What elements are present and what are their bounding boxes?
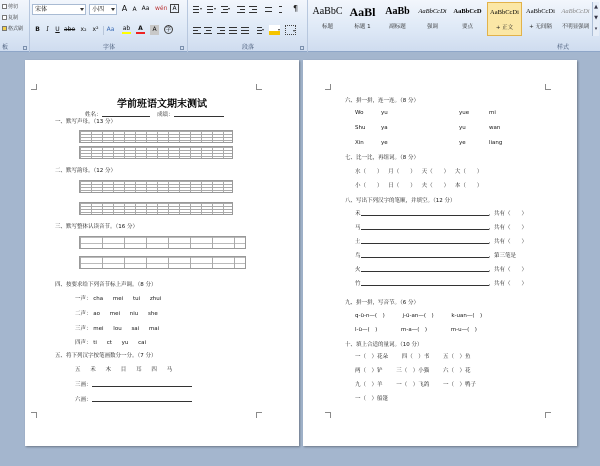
align-left-button[interactable] [191,25,202,35]
tone-row-4: 四声： ti ct yu cai [75,340,147,346]
font-size-combo[interactable]: 小四 [89,4,117,15]
styles-group [308,0,600,52]
three-stroke-row: 三画： [75,380,192,388]
crop-mark [256,84,262,90]
align-center-button[interactable] [203,25,214,35]
underline-button[interactable]: U [55,26,60,33]
font-name-combo[interactable]: 宋体 [32,4,86,15]
pinyin-item: mi [489,110,496,116]
pinyin-item: ye [381,140,388,146]
document-page-1[interactable] [25,60,299,446]
style-title[interactable]: AaBbC 标题 [312,6,343,30]
font-color-button[interactable]: A [136,24,145,34]
answer-blank[interactable] [361,252,489,258]
enclose-char-button[interactable]: 字 [165,26,172,33]
style-normal[interactable]: AaBbCcDi + 正文 [487,2,522,36]
font-group [30,0,188,52]
char-shading-button[interactable]: A [150,25,159,35]
question-3: 三、默写整体认读音节。（16 分） [55,224,138,230]
clipboard-group-label: 板 [2,44,9,51]
multilevel-list-button[interactable] [219,4,230,14]
style-subtitle[interactable]: AaBb 副标题 [385,6,410,30]
pinyin-item: Xin [355,140,364,146]
font-dialog-launcher[interactable] [180,46,184,50]
score-blank[interactable] [174,111,224,117]
pinyin-item: ye [459,140,466,146]
question-2: 二、默写韵母。（12 分） [55,168,116,174]
chinese-layout-button[interactable] [263,4,274,14]
writing-grid [79,202,233,215]
chevron-down-icon[interactable] [80,8,84,11]
line-spacing-button[interactable] [253,25,264,35]
paragraph-group [188,0,308,52]
format-painter-button[interactable]: 格式刷 [2,25,23,32]
score-field: 成绩： [157,110,224,118]
name-field: 姓名： [85,110,150,118]
justify-button[interactable] [227,25,238,35]
text-effects-button[interactable]: Aa [106,26,115,33]
pinyin-item: yue [459,110,470,116]
scissors-icon [2,4,7,9]
bold-button[interactable]: B [35,26,40,33]
measure-row-1: 一（ ）花朵 四（ ）书 五（ ）鱼 [355,354,471,360]
cut-button[interactable]: 剪切 [2,3,18,10]
style-emphasis[interactable]: AaBbCcDi 强调 [418,8,447,30]
answer-blank[interactable] [361,210,489,216]
measure-row-4: 一（ ）船篷 [355,396,389,402]
compare-row-2: 小（ ） 日（ ） 夫（ ） 本（ ） [355,183,483,189]
style-no-spacing[interactable]: AaBbCcDi + 无间隔 [526,8,555,30]
paragraph-group-label: 段落 [241,44,254,51]
pinyin-item: Wo [355,110,364,116]
borders-button[interactable] [285,25,296,35]
question-5: 五、将下列汉字按笔画数分一分。（7 分） [55,353,157,359]
pinyin-item: yu [381,110,388,116]
highlight-button[interactable]: ab [122,25,131,32]
writing-grid [79,236,246,249]
pilcrow-icon: ¶ [293,4,299,13]
crop-mark [545,84,551,90]
tone-row-3: 三声： mei lou sai mai [75,326,160,332]
answer-blank[interactable] [361,280,489,286]
grow-font-button[interactable]: A [121,4,128,13]
align-right-button[interactable] [215,25,226,35]
pinyin-item: ya [381,125,388,131]
crop-mark [256,412,262,418]
distributed-button[interactable] [239,25,250,35]
numbering-button[interactable] [205,4,216,14]
crop-mark [545,412,551,418]
more-icon[interactable]: ▾ [594,26,598,32]
shrink-font-button[interactable]: A [132,6,137,13]
styles-group-label: 样式 [556,44,569,51]
increase-indent-button[interactable] [247,4,258,14]
phonetic-guide-button[interactable]: wén [155,5,168,12]
answer-blank[interactable] [92,396,192,402]
stroke-order-row: 土 ，共有（ ） [355,239,528,245]
stroke-order-row: 竹 ，共有（ ） [355,281,528,287]
measure-row-2: 两（ ）铲 三（ ）小猫 六（ ）花 [355,368,471,374]
italic-button[interactable]: I [46,26,49,33]
question-10: 十、填上合适的量词。（10 分） [345,342,423,348]
shading-button[interactable] [269,25,280,35]
chevron-up-icon[interactable]: ▲ [594,4,598,10]
stroke-order-row: 火 ，共有（ ） [355,267,528,273]
measure-row-3: 九（ ）羊 一（ ）飞鸽 一（ ）鸭子 [355,382,477,388]
writing-grid [79,130,233,143]
separator [103,26,104,35]
subscript-button[interactable]: x₂ [80,26,87,33]
pinyin-item: wan [489,125,501,131]
writing-grid [79,180,233,193]
question-8: 八、写出下列汉字的笔顺，并填空。（12 分） [345,198,456,204]
question-1: 一、默写声母。（13 分） [55,119,116,125]
pinyin-item: Shu [355,125,366,131]
answer-blank[interactable] [361,238,489,244]
brush-icon [2,26,7,31]
crop-mark [325,84,331,90]
strikethrough-button[interactable]: abe [64,26,76,33]
question-9: 九、拼一拼，写音节。（6 分） [345,300,419,306]
six-stroke-row: 六画： [75,395,192,403]
style-subtle-emphasis[interactable]: AaBbCcDi 不明显强调 [561,8,590,30]
chevron-down-icon[interactable] [111,8,115,11]
stroke-order-row: 马 ，共有（ ） [355,225,528,231]
spell-row-2: l-ü—( ) m-a—( ) m-u—( ) [355,327,477,333]
pinyin-item: liang [489,140,503,146]
crop-mark [31,84,37,90]
copy-button[interactable]: 复制 [2,14,18,21]
clipboard-group [0,0,30,52]
stroke-chars: 五 禾 木 目 耳 四 马 [75,367,174,373]
question-4: 四、按要求给下列音节标上声调。（8 分） [55,282,157,288]
crop-mark [31,412,37,418]
stroke-order-row: 鸟 ，第三笔是 [355,253,517,259]
tone-row-1: 一声： cha mei tui zhui [75,296,162,302]
spell-row-1: q-ü-n—( ) j-ü-an—( ) k-uan—( ) [355,313,483,319]
clipboard-dialog-launcher[interactable] [23,46,27,50]
clear-format-button[interactable]: Aa [141,5,150,12]
writing-grid [79,256,246,269]
copy-icon [2,15,7,20]
stroke-order-row: 禾 ，共有（ ） [355,211,528,217]
paragraph-dialog-launcher[interactable] [300,46,304,50]
crop-mark [325,412,331,418]
bullets-button[interactable] [191,4,202,14]
compare-row-1: 水（ ） 月（ ） 天（ ） 大（ ） [355,169,483,175]
question-6: 六、拼一拼，连一连。（8 分） [345,98,419,104]
writing-grid [79,146,233,159]
decrease-indent-button[interactable] [235,4,246,14]
style-strong[interactable]: AaBbCcD 要点 [453,8,482,30]
font-group-label: 字体 [102,44,115,51]
pinyin-item: yu [459,125,466,131]
sort-button[interactable] [277,4,288,14]
superscript-button[interactable]: x² [92,26,99,33]
tone-row-2: 二声： ao mei niu she [75,311,158,317]
ribbon [0,0,600,52]
char-border-button[interactable]: A [170,4,179,13]
answer-blank[interactable] [92,381,192,387]
style-heading-1[interactable]: AaBl 标题 1 [349,5,376,30]
chevron-down-icon[interactable]: ▼ [594,15,598,21]
question-7: 七、比一比，再组词。（8 分） [345,155,419,161]
show-marks-button[interactable] [291,4,302,14]
answer-blank[interactable] [361,224,489,230]
styles-gallery-scroll[interactable] [592,2,599,36]
page-title: 学前班语文期末测试 [117,99,207,110]
document-page-2[interactable] [303,60,577,446]
answer-blank[interactable] [361,266,489,272]
